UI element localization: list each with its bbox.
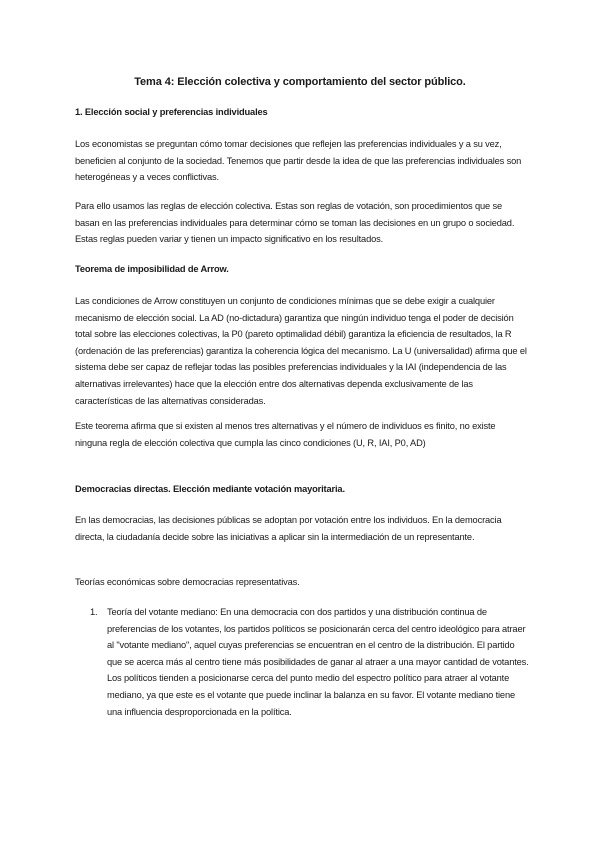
paragraph-teorema: Este teorema afirma que si existen al menos tres alternativas y el número de individuos es finito, no existe ninguna regla de elección colectiva que cumpla las cinco condiciones (U, R, IAI, P0, AD) (75, 421, 496, 448)
section-heading-eleccion-social: 1. Elección social y preferencias individuales (75, 107, 268, 117)
paragraph-teorias: Teorías económicas sobre democracias representativas. (75, 577, 300, 587)
section-heading-democracias: Democracias directas. Elección mediante votación mayoritaria. (75, 484, 345, 494)
document-title: Tema 4: Elección colectiva y comportamiento del sector público. (134, 76, 466, 88)
paragraph-condiciones-arrow: Las condiciones de Arrow constituyen un conjunto de condiciones mínimas que se debe exigir a cualquier mecanismo de elección social. La AD (no-dictadura) garantiza que ningún individuo tenga el poder de decisión total sobre las elecciones colectivas, la P0 (pareto optimalidad débil) garantiza la eficiencia de resultados, la R (ordenación de las preferencias) garantiza la coherencia lógica del mecanismo. La U (universalidad) afirma que el sistema debe ser capaz de reflejar todas las posibles preferencias individuales y la IAI (independencia de las alternativas irrelevantes) hace que la elección entre dos alternativas dependa exclusivamente de las características de las alternativas consideradas. (75, 296, 527, 406)
list-item-text-2: Los políticos tienden a posicionarse cerca del punto medio del espectro político para atraer al votante mediano, ya que este es el votante que puede inclinar la balanza en su favor. El votante mediano tiene una influencia desproporcionada en la política. (107, 673, 515, 717)
list-item-body (107, 604, 532, 720)
section-heading-arrow: Teorema de imposibilidad de Arrow. (75, 264, 229, 274)
paragraph-democracias: En las democracias, las decisiones públicas se adoptan por votación entre los individuos. En la democracia directa, la ciudadanía decide sobre las iniciativas a aplicar sin la intermediación de un representante. (75, 515, 502, 542)
list-item-text: Teoría del votante mediano: En una democracia con dos partidos y una distribución continua de preferencias de los votantes, los partidos políticos se posicionarán cerca del centro ideológico para atraer al "votante mediano", aquel cuyas preferencias se encuentran en el centro de la distribución. El partido que se acerca más al centro tiene más posibilidades de ganar al atraer a una mayor cantidad de votantes. (107, 607, 529, 667)
paragraph-reglas-votacion: Para ello usamos las reglas de elección colectiva. Estas son reglas de votación, son procedimientos que se basan en las preferencias individuales para determinar cómo se toman las decisiones en un grupo o sociedad. Estas reglas pueden variar y tienen un impacto significativo en los resultados. (75, 201, 515, 245)
paragraph-economistas: Los economistas se preguntan cómo tomar decisiones que reflejen las preferencias individuales y a su vez, beneficien al conjunto de la sociedad. Tenemos que partir desde la idea de que las preferencias individuales son heterogéneas y a veces conflictivas. (75, 139, 522, 183)
list-number: 1. (90, 607, 98, 617)
